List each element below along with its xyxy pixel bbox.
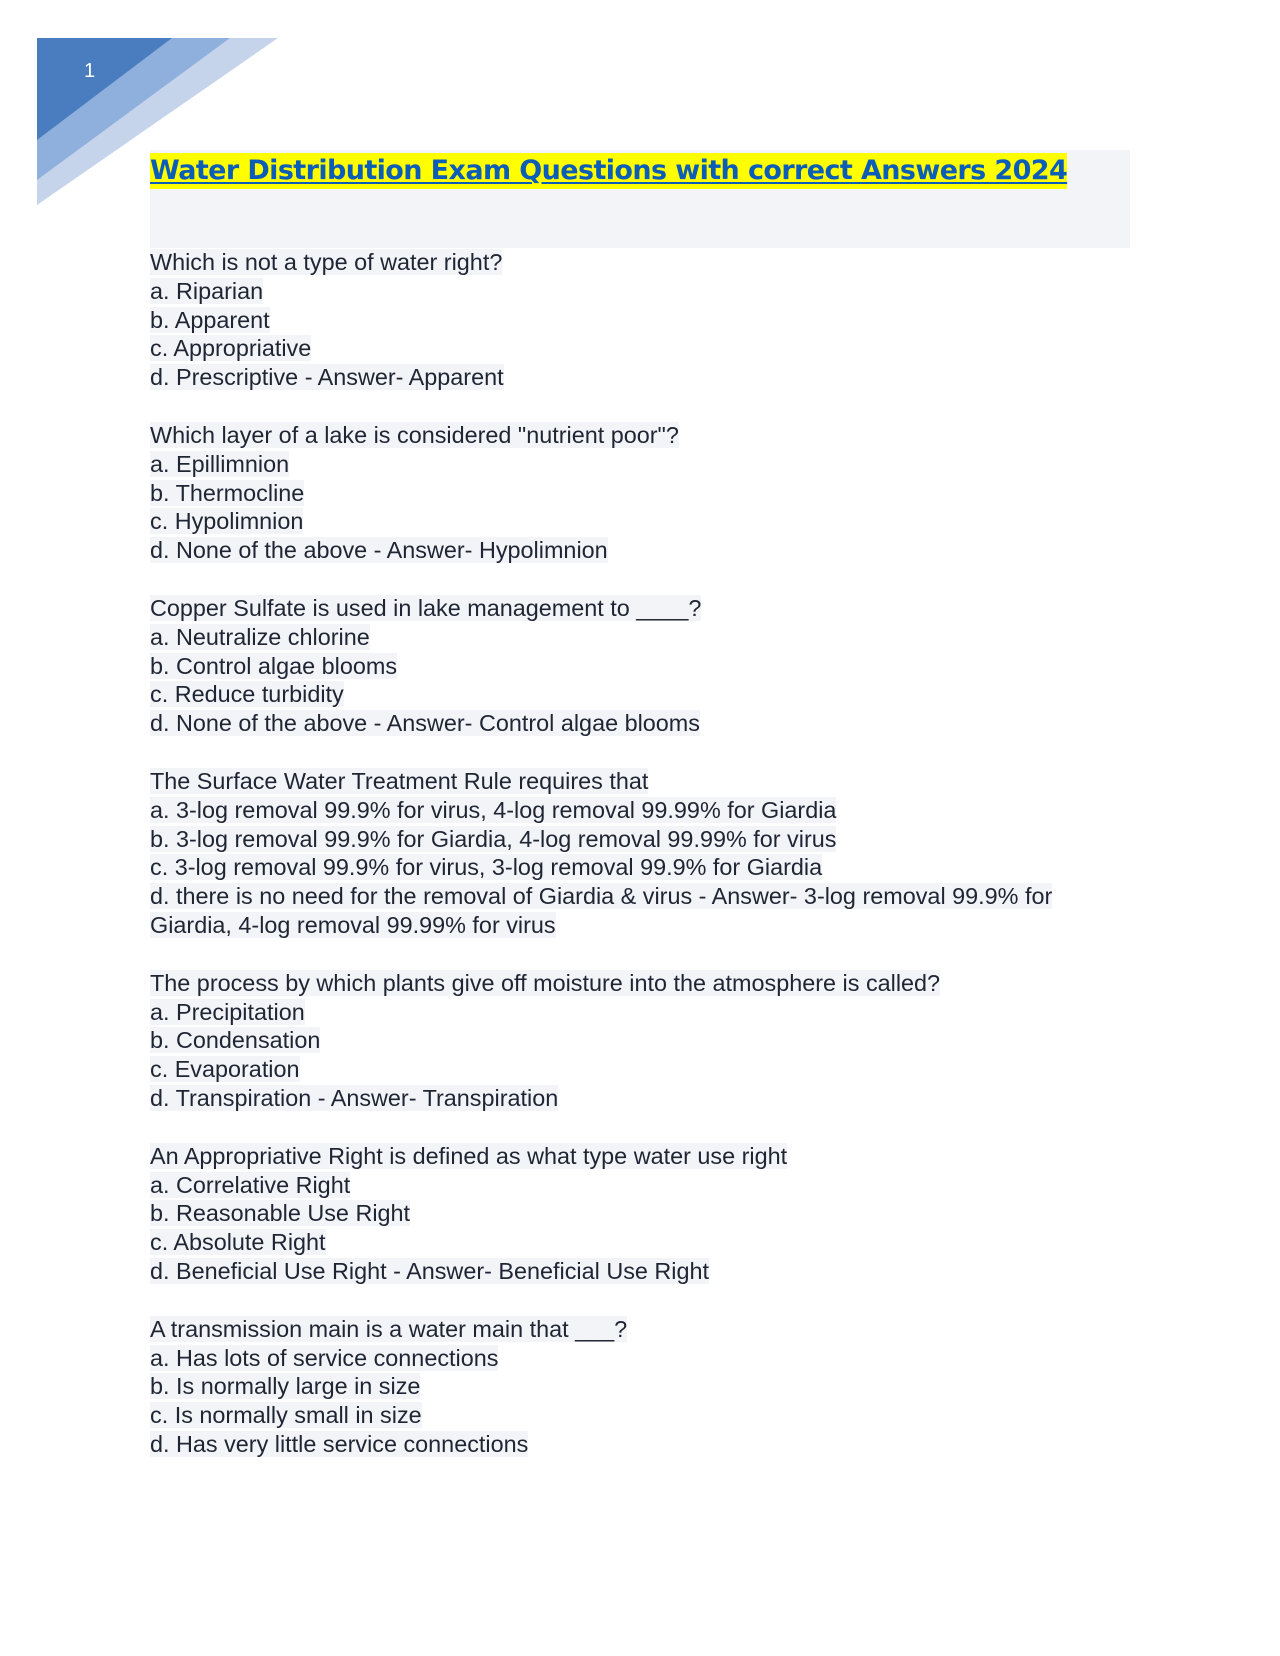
answer-option-text: a. Precipitation [150,998,305,1025]
answer-option-text: Giardia, 4-log removal 99.99% for virus [150,911,556,938]
question-text-content: Which layer of a lake is considered "nutrient poor"? [150,421,679,448]
question-block [150,969,1140,1113]
answer-option-text: c. 3-log removal 99.9% for virus, 3-log removal 99.9% for Giardia [150,854,823,881]
answer-option-text: d. Beneficial Use Right - Answer- Beneficial Use Right [150,1257,710,1284]
question-block [150,594,1140,738]
answer-option-text: d. Transpiration - Answer- Transpiration [150,1084,559,1111]
answer-option-text: b. Is normally large in size [150,1373,421,1400]
answer-option [150,450,1140,479]
answer-option-text: d. Prescriptive - Answer- Apparent [150,364,504,391]
page-title: Water Distribution Exam Questions with correct Answers 2024 [150,153,1067,189]
question-list [150,248,1140,1488]
question-text-content: Which is not a type of water right? [150,249,503,275]
answer-option-text: d. there is no need for the removal of Giardia & virus - Answer- 3-log removal 99.9% for [150,883,1053,910]
question-text [150,594,1140,623]
answer-option-text: a. Neutralize chlorine [150,623,370,650]
answer-option-text: c. Absolute Right [150,1229,326,1256]
answer-option-text: d. None of the above - Answer- Control algae blooms [150,710,700,737]
page-number: 1 [84,60,96,82]
question-text [150,1142,1140,1171]
question-text-content: An Appropriative Right is defined as what type water use right [150,1142,788,1169]
answer-option [150,709,1140,738]
question-block [150,1315,1140,1459]
answer-option [150,363,1140,392]
answer-option-text: a. Riparian [150,277,264,304]
answer-option-text: b. Control algae blooms [150,652,398,679]
question-text [150,421,1140,450]
answer-option [150,1228,1140,1257]
answer-option [150,479,1140,508]
answer-option [150,536,1140,565]
answer-option [150,825,1140,854]
question-text-content: The Surface Water Treatment Rule requires that [150,767,649,794]
answer-option [150,1401,1140,1430]
answer-option [150,853,1140,882]
question-text-content: Copper Sulfate is used in lake management to ____? [150,594,702,621]
answer-option-text: b. Thermocline [150,479,305,506]
answer-option-text: c. Hypolimnion [150,508,304,535]
answer-option-text: a. Has lots of service connections [150,1344,499,1371]
answer-option [150,1257,1140,1286]
question-block [150,1142,1140,1286]
question-block [150,421,1140,565]
answer-option-text: c. Reduce turbidity [150,681,344,708]
answer-option [150,680,1140,709]
answer-option [150,1171,1140,1200]
answer-option [150,1084,1140,1113]
question-text [150,1315,1140,1344]
answer-option [150,1344,1140,1373]
answer-option-text: c. Is normally small in size [150,1402,422,1429]
answer-option-text: d. Has very little service connections [150,1430,529,1457]
question-block [150,248,1140,392]
question-text-content: A transmission main is a water main that ___? [150,1315,628,1342]
answer-option [150,911,1140,940]
answer-option [150,796,1140,825]
answer-option-text: b. Reasonable Use Right [150,1200,411,1227]
answer-option-text: c. Evaporation [150,1056,300,1083]
answer-option [150,1372,1140,1401]
answer-option [150,998,1140,1027]
answer-option [150,1430,1140,1459]
question-block [150,767,1140,940]
question-text-content: The process by which plants give off moisture into the atmosphere is called? [150,969,941,996]
answer-option [150,1026,1140,1055]
answer-option [150,652,1140,681]
question-text [150,969,1140,998]
answer-option-text: a. Epillimnion [150,450,290,477]
question-text [150,248,1140,277]
answer-option [150,334,1140,363]
answer-option-text: a. Correlative Right [150,1171,351,1198]
answer-option-text: b. Apparent [150,306,270,333]
answer-option-text: d. None of the above - Answer- Hypolimnion [150,537,608,564]
answer-option [150,306,1140,335]
answer-option [150,277,1140,306]
answer-option [150,623,1140,652]
answer-option [150,882,1140,911]
answer-option-text: b. 3-log removal 99.9% for Giardia, 4-log removal 99.99% for virus [150,825,837,852]
answer-option-text: c. Appropriative [150,335,312,362]
answer-option [150,507,1140,536]
question-text [150,767,1140,796]
answer-option [150,1055,1140,1084]
answer-option-text: a. 3-log removal 99.9% for virus, 4-log removal 99.99% for Giardia [150,796,837,823]
answer-option-text: b. Condensation [150,1027,321,1054]
answer-option [150,1199,1140,1228]
